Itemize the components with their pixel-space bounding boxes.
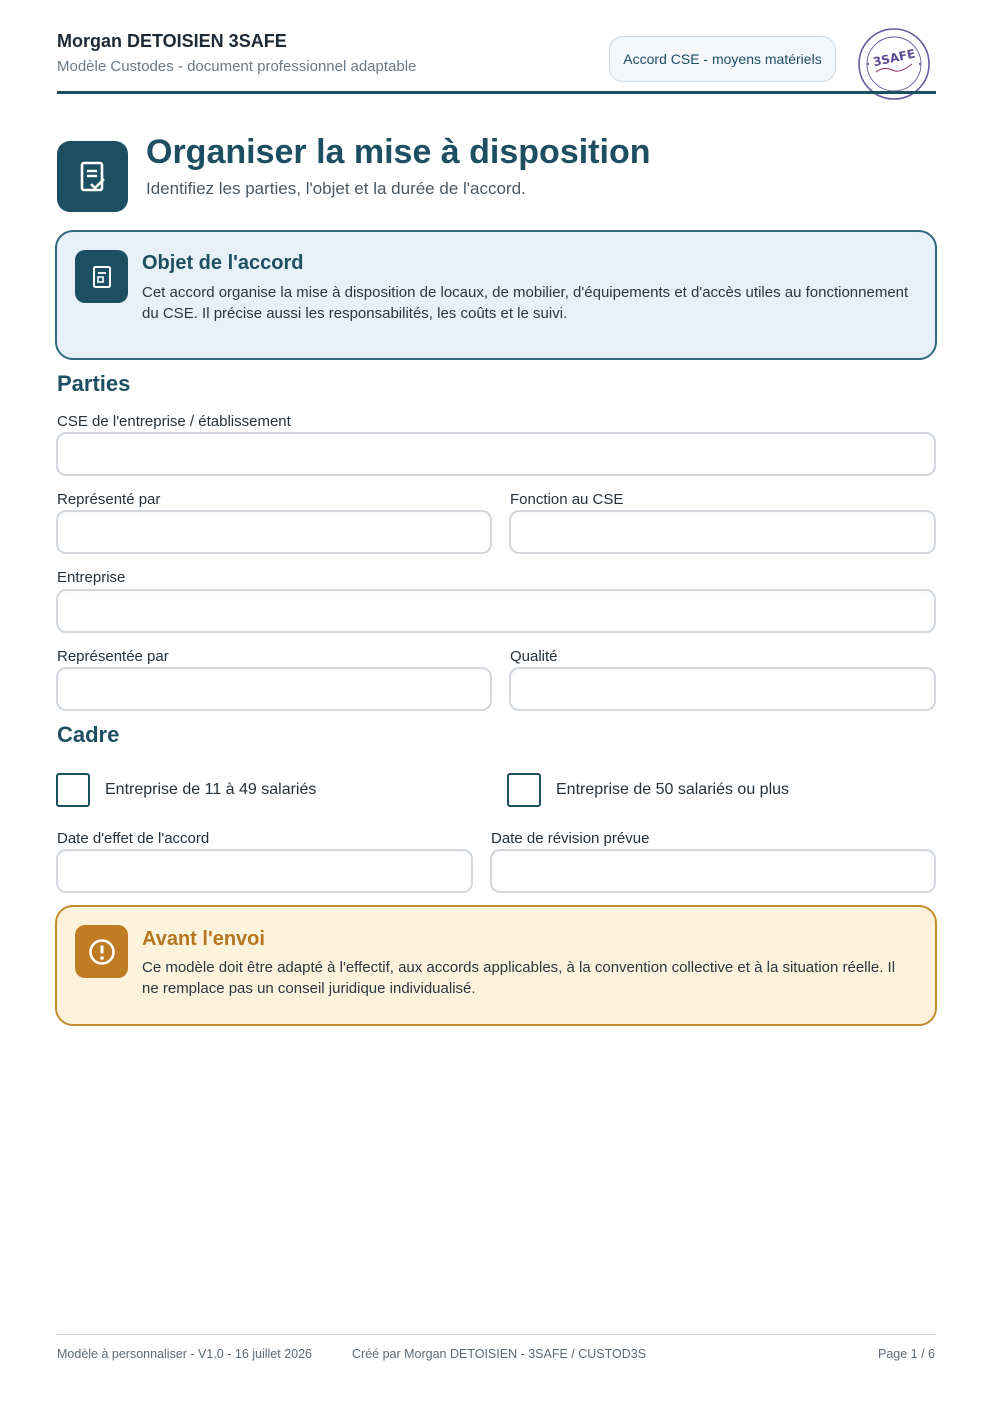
- brand-subtitle: Modèle Custodes - document professionnel adaptable: [57, 58, 417, 75]
- warning-box-text: Ce modèle doit être adapté à l'effectif, aux accords applicables, à la convention collective et à la situation réelle. Il ne remplace pas un conseil juridique individualisé.: [142, 959, 896, 997]
- fonction-cse-field[interactable]: [509, 510, 936, 554]
- date-revision-label: Date de révision prévue: [491, 830, 650, 847]
- entreprise-label: Entreprise: [57, 569, 126, 586]
- cse-field[interactable]: [56, 432, 936, 476]
- represente-par-label: Représenté par: [57, 491, 161, 508]
- document-check-icon: [57, 141, 128, 212]
- checkbox-11-49-label: Entreprise de 11 à 49 salariés: [105, 781, 317, 798]
- date-revision-field[interactable]: [490, 849, 936, 893]
- checkbox-50-plus-salaries[interactable]: [507, 773, 541, 807]
- checkbox-50-plus-label: Entreprise de 50 salariés ou plus: [556, 781, 790, 798]
- header-divider: [57, 91, 936, 94]
- info-box-title: Objet de l'accord: [142, 252, 304, 274]
- section-title-parties: Parties: [57, 371, 131, 396]
- footer-credit: Créé par Morgan DETOISIEN - 3SAFE / CUSTOD3S: [352, 1347, 647, 1361]
- representee-par-label: Représentée par: [57, 648, 169, 665]
- footer-page-number: Page 1 / 6: [878, 1347, 935, 1361]
- warning-box-title: Avant l'envoi: [142, 928, 265, 950]
- entreprise-field[interactable]: [56, 589, 936, 633]
- qualite-field[interactable]: [509, 667, 936, 711]
- qualite-label: Qualité: [510, 648, 558, 665]
- date-effet-label: Date d'effet de l'accord: [57, 830, 210, 847]
- page-title: Organiser la mise à disposition: [146, 133, 651, 171]
- represente-par-field[interactable]: [56, 510, 492, 554]
- footer-version: Modèle à personnaliser - V1.0 - 16 juillet 2026: [57, 1347, 313, 1361]
- page-subtitle: Identifiez les parties, l'objet et la durée de l'accord.: [146, 179, 526, 198]
- section-title-cadre: Cadre: [57, 722, 120, 747]
- brand-name: Morgan DETOISIEN 3SAFE: [57, 31, 287, 51]
- date-effet-field[interactable]: [56, 849, 473, 893]
- info-box-text: Cet accord organise la mise à disposition de locaux, de mobilier, d'équipements et d'accès utiles au fonctionnement du CSE. Il précise aussi les responsabilités, les coûts et le suivi.: [142, 284, 909, 322]
- svg-text:3SAFE: 3SAFE: [871, 46, 917, 70]
- alert-icon: [75, 925, 128, 978]
- document-type-badge: Accord CSE - moyens matériels: [609, 36, 836, 82]
- footer-divider: [57, 1334, 936, 1335]
- form-icon: [75, 250, 128, 303]
- checkbox-11-49-salaries[interactable]: [56, 773, 90, 807]
- cse-label: CSE de l'entreprise / établissement: [57, 413, 291, 430]
- representee-par-field[interactable]: [56, 667, 492, 711]
- fonction-cse-label: Fonction au CSE: [510, 491, 624, 508]
